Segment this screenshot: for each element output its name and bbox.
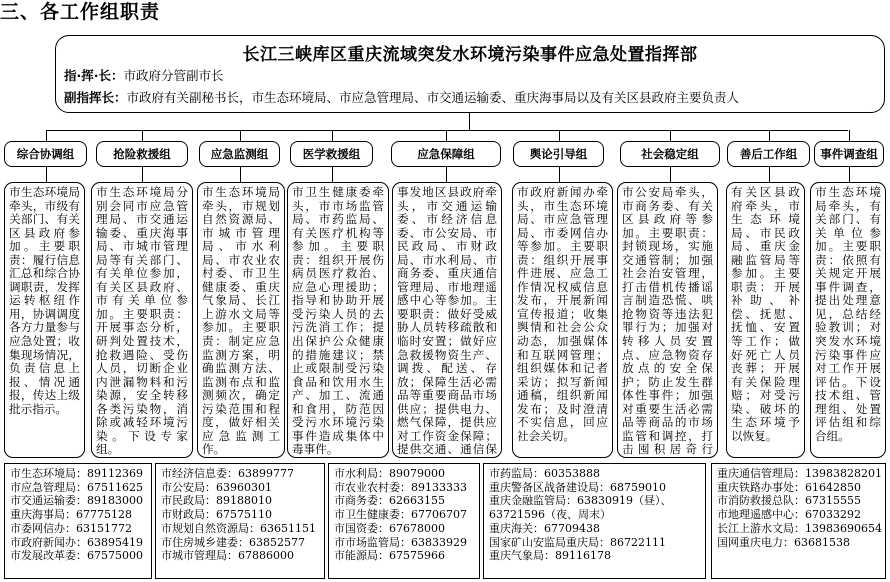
group-duty-link <box>142 167 143 182</box>
contact-line: 重庆警备区战备建设局：68759010 <box>489 480 666 494</box>
contact-line: 国网重庆电力：63681538 <box>717 535 850 549</box>
group-duty-text: 市生态环境局牵头，有关部门、有关单位参加。主要职责：依照有关规定开展事件调查，提出处理意见，总结经验教训；对突发水环境污染事件应对工作开展评估。下设技术组、管理组、处置评估组和综合组。 <box>810 182 886 458</box>
group-duty-link <box>332 167 333 182</box>
group-label: 舆论引导组 <box>513 141 604 167</box>
group-duty-link <box>849 167 850 182</box>
group-duty-text: 市政府新闻办牵头，市生态环境局、市应急管理局、市委网信办等参加。主要职责：组织开展事件进展、应急工作情况权威信息发布，开展新闻宣传报道；收集舆情和社会公众动态，加强媒体和互联网管理；组织媒体和记者采访；拟写新闻通稿，组织新闻发布；及时澄清不实信息，回应社会关切。 <box>512 182 613 458</box>
contact-line: 市能源局：67575966 <box>334 549 445 563</box>
group-duty-text: 事发地区县政府牵头，市交通运输委、市经济信息委、市公安局、市民政局、市财政局、市水利局、市商务委、重庆通信管理局、市地理遥感中心等参加。主要职责：做好受威胁人员转移疏散和临时安置；做好应急救援物资生产、调拨、配送、存放；保障生活必需品等重要商品市场供应；提供电力、燃气保障，提供应对工作资金保障；提供交通、通信保 <box>392 182 502 458</box>
connector-drop <box>446 130 447 141</box>
connector-drop <box>769 130 770 141</box>
contact-line: 市应急管理局：67511625 <box>10 480 143 494</box>
group-duty-text: 市卫生健康委牵头，市市场监管局、市药监局、有关医疗机构等参加。主要职责：组织开展伤病员医疗救治、应急心理援助；指导和协助开展受污染人员的去污洗消工作；提出保护公众健康的措施建议；禁止或限制受污染食品和饮用水生产、加工、流通和食用，防范因受污水环境污染事件造成集体中毒事件。 <box>287 182 389 458</box>
contact-line: 市交通运输委：89183000 <box>10 494 143 508</box>
group-duty-link <box>769 167 770 182</box>
group-duty-link <box>46 167 47 182</box>
contact-line: 国家矿山安监局重庆局：86722111 <box>489 535 666 549</box>
contacts-box <box>4 463 152 579</box>
contact-line: 市农业农村委：89133333 <box>334 480 467 494</box>
group-duty-text: 市生态环境局牵头，市级有关部门、有关区县政府参加。主要职责：履行信息汇总和综合协调职责，发挥运转枢纽作用，协调调度各方力量参与应急处置；收集现场情况，负责信息上报、情况通报，传达上级批示指示。 <box>4 182 85 458</box>
connector-drop <box>142 130 143 141</box>
contact-line: 市药监局：60353888 <box>489 467 600 480</box>
group-label: 事件调查组 <box>814 141 884 167</box>
contact-line: 市市场监管局：63833929 <box>334 535 467 549</box>
contact-line: 市民政局：89188010 <box>161 494 272 508</box>
group-duty-text: 市生态环境局牵头，市规划自然资源局、市城市管理局、市水利局、市农业农村委、市卫生健康委、重庆气象局、长江上游水文局等参加。主要职责：制定应急监测方案，明确监测方法、监测布点和监测频次，确定污染范围和程度，做好相关应急监测工作。 <box>197 182 285 458</box>
contact-line: 重庆海关：67709438 <box>489 521 600 535</box>
contact-line: 市生态环境局：89112369 <box>10 467 143 480</box>
contact-line: 重庆金融监管局：63830919（昼）、63721596（夜、周末） <box>489 494 672 522</box>
group-label: 应急监测组 <box>199 141 280 167</box>
group-label: 社会稳定组 <box>620 141 720 167</box>
group-duty-text: 有关区县政府牵头，市生态环境局、市民政局、重庆金融监管局等参加。主要职责：开展补助、补偿、抚慰、抚恤、安置等工作；做好死亡人员丧葬；开展有关保险理赔；对受污染、破坏的生态环境予以恢复。 <box>726 182 805 458</box>
contact-line: 市发展改革委：67575000 <box>10 549 143 563</box>
connector-drop <box>559 130 560 141</box>
contact-line: 重庆气象局：89116178 <box>489 549 611 563</box>
connector-drop <box>240 130 241 141</box>
contact-line: 市经济信息委：63899777 <box>161 467 294 480</box>
group-duty-text: 市公安局牵头，市商务委、有关区县政府等参加。主要职责：封锁现场，实施交通管制；加强社会治安管理，打击借机传播谣言制造恐慌、哄抢物资等违法犯罪行为；加强对转移人员安置点、应急物资存放点的安全保护；防止发生群体性事件；加强对重要生活必需品等商品的市场监管和调控，打击囤积居奇行 <box>617 182 718 458</box>
group-label: 医学救援组 <box>290 141 373 167</box>
contact-line: 市住房城乡建委：63852577 <box>161 535 305 549</box>
contacts-box <box>711 463 886 579</box>
deputy-label: 副指挥长： <box>64 90 127 105</box>
connector-drop <box>849 130 850 141</box>
deputy-value: 市政府有关副秘书长，市生态环境局、市应急管理局、市交通运输委、重庆海事局以及有关区县政府主要负责人 <box>126 90 740 105</box>
contact-line: 市商务委：62663155 <box>334 494 445 508</box>
contact-line: 市财政局：67575110 <box>161 508 272 522</box>
contact-line: 重庆铁路办事处：61642850 <box>717 480 861 494</box>
contacts-box <box>483 463 706 579</box>
commander-label: 指·挥·长： <box>64 68 124 83</box>
group-duty-link <box>559 167 560 182</box>
connector-drop <box>332 130 333 141</box>
contact-line: 长江上游水文局：13983690654 <box>717 521 882 535</box>
contact-line: 市政府新闻办：63895419 <box>10 535 143 549</box>
group-label: 善后工作组 <box>727 141 810 167</box>
commander-row <box>64 66 224 84</box>
connector-trunk <box>469 113 470 130</box>
contact-line: 市水利局：89079000 <box>334 467 445 480</box>
group-duty-text: 市生态环境局分别会同市应急管理局、市交通运输委、重庆海事局、市城市管理局等有关部门、有关单位参加，有关区县政府、市有关单位参加。主要职责：开展事态分析，研判处置技术，抢救遇险、受伤人员，切断企业内泄漏物料和污染源，安全转移各类污染物，消除或减轻环境污染。下设专家组。 <box>91 182 193 458</box>
group-duty-link <box>446 167 447 182</box>
group-duty-link <box>670 167 671 182</box>
contact-line: 市委网信办：63151772 <box>10 521 132 535</box>
contact-line: 市卫生健康委：67706707 <box>334 508 467 522</box>
connector-bar <box>46 130 848 131</box>
contact-line: 市城市管理局：67886000 <box>161 549 294 563</box>
contact-line: 市地理遥感中心：67033292 <box>717 508 861 522</box>
contacts-box <box>155 463 325 579</box>
contact-line: 市消防救援总队：67315555 <box>717 494 861 508</box>
connector-drop <box>46 130 47 141</box>
group-duty-link <box>240 167 241 182</box>
command-hq-box <box>55 35 885 113</box>
hq-title: 长江三峡库区重庆流域突发水环境污染事件应急处置指挥部 <box>242 45 698 65</box>
contact-line: 市规划自然资源局：63651151 <box>161 521 316 535</box>
group-label: 应急保障组 <box>391 141 501 167</box>
contacts-box <box>328 463 480 579</box>
commander-value: 市政府分管副市长 <box>123 68 224 83</box>
section-heading: 三、各工作组职责 <box>0 1 161 23</box>
contact-line: 重庆通信管理局：13983828201 <box>717 467 882 480</box>
contact-line: 市公安局：63960301 <box>161 480 272 494</box>
group-label: 综合协调组 <box>4 141 87 167</box>
group-label: 抢险救援组 <box>96 141 188 167</box>
connector-drop <box>670 130 671 141</box>
contact-line: 重庆海事局：67775128 <box>10 508 132 522</box>
contact-line: 市国资委：67678000 <box>334 521 445 535</box>
deputy-row <box>64 88 739 106</box>
